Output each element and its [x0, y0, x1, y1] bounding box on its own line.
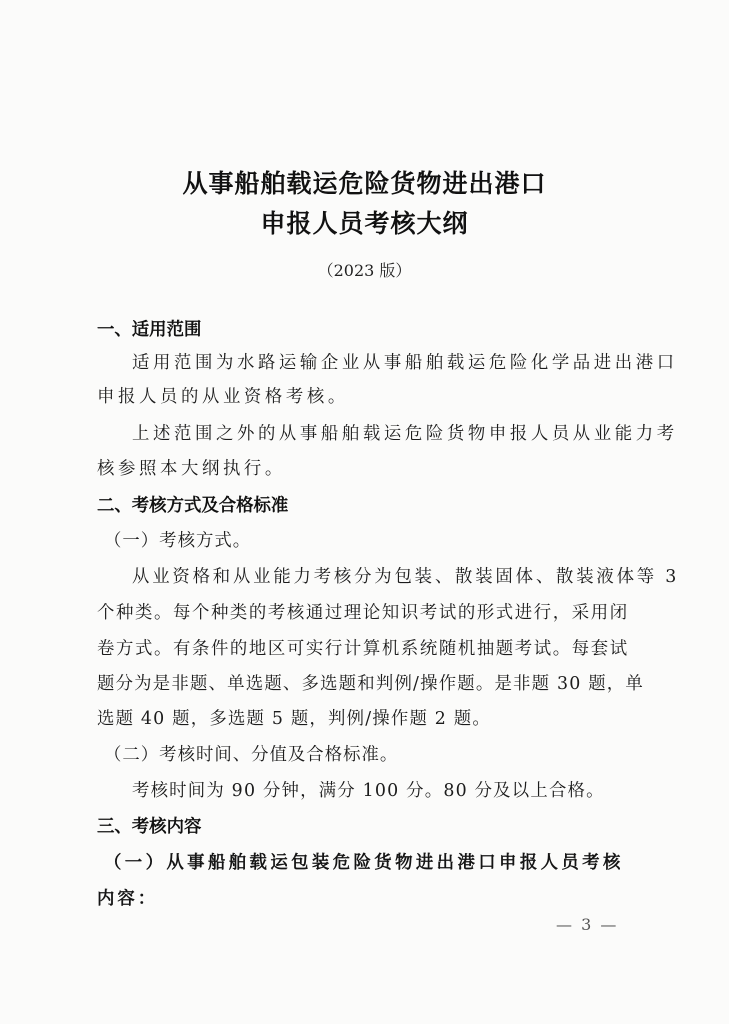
section-1-para-1-line-2: 申报人员的从业资格考核。 [97, 387, 349, 407]
section-2-para-1-line-2: 个种类。每个种类的考核通过理论知识考试的形式进行，采用闭 [97, 603, 629, 623]
section-2-subheading-2: （二）考核时间、分值及合格标准。 [104, 745, 399, 765]
section-1-para-1-line-1: 适用范围为水路运输企业从事船舶载运危险化学品进出港口 [132, 353, 678, 373]
section-2-para-1-line-1: 从业资格和从业能力考核分为包装、散装固体、散装液体等 3 [132, 567, 680, 587]
section-3-heading: 三、考核内容 [97, 817, 202, 837]
section-2-para-2-line-1: 考核时间为 90 分钟，满分 100 分。80 分及以上合格。 [132, 781, 605, 801]
section-2-heading: 二、考核方式及合格标准 [97, 496, 289, 516]
section-2-para-1-line-3: 卷方式。有条件的地区可实行计算机系统随机抽题考试。每套试 [97, 639, 629, 659]
edition-label: （2023 版） [317, 261, 412, 280]
section-3-subheading-1-line-2: 内容： [97, 889, 159, 909]
document-title-line-1: 从事船舶载运危险货物进出港口 [182, 169, 547, 198]
document-title-line-2: 申报人员考核大纲 [260, 209, 469, 238]
section-2-subheading-1: （一）考核方式。 [104, 531, 252, 551]
section-1-para-2-line-1: 上述范围之外的从事船舶载运危险货物申报人员从业能力考 [132, 424, 678, 444]
section-2-para-1-line-5: 选题 40 题，多选题 5 题，判例/操作题 2 题。 [97, 709, 491, 729]
section-1-para-2-line-2: 核参照本大纲执行。 [97, 459, 286, 479]
section-1-heading: 一、适用范围 [97, 320, 202, 340]
section-3-subheading-1-line-1: （一）从事船舶载运包装危险货物进出港口申报人员考核 [104, 853, 624, 873]
page-number: — 3 — [556, 915, 619, 934]
section-2-para-1-line-4: 题分为是非题、单选题、多选题和判例/操作题。是非题 30 题，单 [97, 674, 644, 694]
